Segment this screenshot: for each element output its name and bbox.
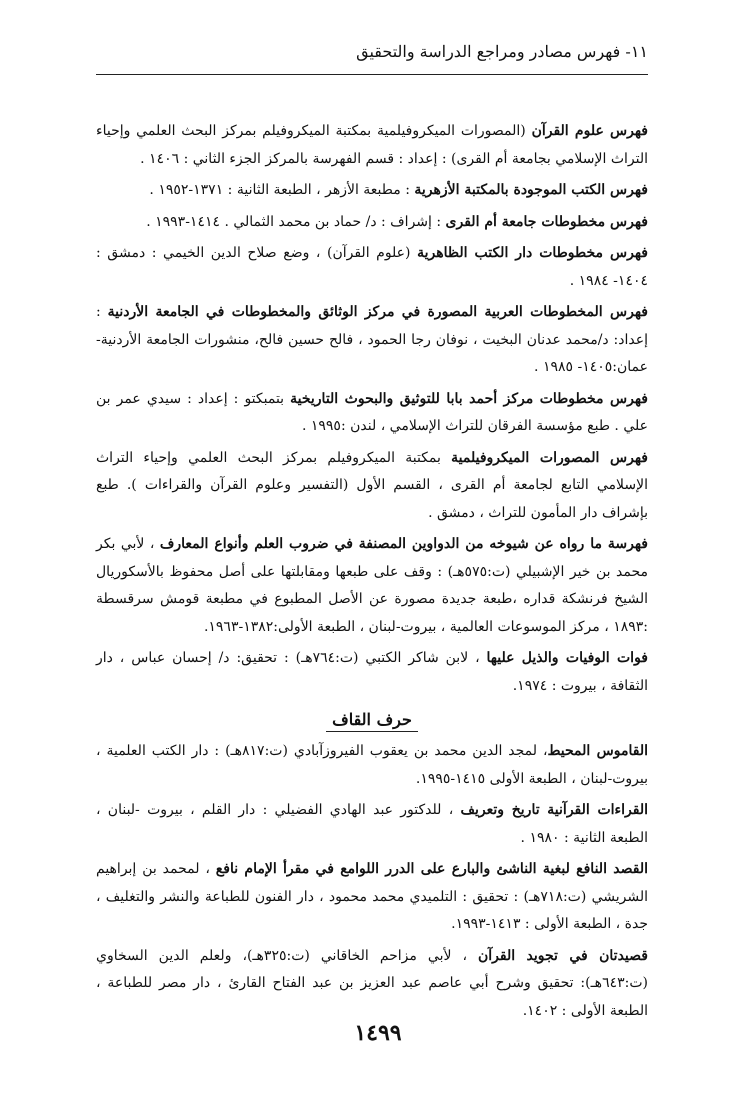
entry-details: (علوم القرآن) ، وضع صلاح الدين الخيمي : دمشق : ١٤٠٤- ١٩٨٤ . xyxy=(96,245,648,289)
entry-details: ، لأبي بكر محمد بن خير الإشبيلي (ت:٥٧٥هـ) : وقف على طبعها ومقابلتها على أصل محفوظ بالأسكوريال الشيخ فرنشكة قداره ،طبعة جديدة مصورة عن الأصل المطبوع في مطبعة قومش سرقسطة :١٨٩٣ ، مركز الموسوعات العالمية ، بيروت-لبنان ، الطبعة الأولى:١٣٨٢-١٩٦٣. xyxy=(96,536,648,635)
entries-group-2 xyxy=(96,738,648,1025)
bibliography-entry xyxy=(96,118,648,173)
header-rule xyxy=(96,74,648,75)
entry-title: فهرس علوم القرآن xyxy=(531,123,648,139)
bibliography-entry xyxy=(96,177,648,205)
entry-details: (المصورات الميكروفيلمية بمكتبة الميكروفيلم بمركز البحث العلمي وإحياء التراث الإسلامي بجامعة أم القرى) : إعداد : قسم الفهرسة بالمركز الجزء الثاني : ١٤٠٦ . xyxy=(96,123,648,167)
bibliography-entry xyxy=(96,445,648,528)
bibliography-entry xyxy=(96,386,648,441)
entry-title: القراءات القرآنية تاريخ وتعريف xyxy=(460,802,648,818)
entry-details: ، لابن شاكر الكتبي (ت:٧٦٤هـ) : تحقيق: د/ إحسان عباس ، دار الثقافة ، بيروت : ١٩٧٤. xyxy=(96,650,648,694)
entry-title: فهرس المخطوطات العربية المصورة في مركز الوثائق والمخطوطات في الجامعة الأردنية xyxy=(107,304,648,320)
bibliography-entry xyxy=(96,797,648,852)
entry-title: فهرس الكتب الموجودة بالمكتبة الأزهرية xyxy=(414,182,648,198)
running-head: ١١- فهرس مصادر ومراجع الدراسة والتحقيق xyxy=(356,42,648,61)
entry-details: بتمبكتو : إعداد : سيدي عمر بن علي . طبع مؤسسة الفرقان للتراث الإسلامي ، لندن :١٩٩٥ . xyxy=(96,390,648,434)
entry-title: فهرس المصورات الميكروفيلمية xyxy=(451,449,648,466)
bibliography-entry xyxy=(96,531,648,641)
entry-title: فهرس مخطوطات دار الكتب الظاهرية xyxy=(417,245,648,261)
entry-details: ، للدكتور عبد الهادي الفضيلي : دار القلم ، بيروت -لبنان ، الطبعة الثانية : ١٩٨٠ . xyxy=(96,802,648,846)
entry-details: : إعداد: د/محمد عدنان البخيت ، نوفان رجا الحمود ، فالح حسين فالح، منشورات الجامعة الأردنية-عمان:١٤٠٥- ١٩٨٥ . xyxy=(96,304,648,375)
bibliography-entry xyxy=(96,299,648,382)
entry-details: ، لمجد الدين محمد بن يعقوب الفيروزآبادي (ت:٨١٧هـ) : دار الكتب العلمية ، بيروت-لبنان ، الطبعة الأولى ١٤١٥-١٩٩٥. xyxy=(96,743,648,787)
bibliography-entry xyxy=(96,645,648,700)
entry-title: فهرس مخطوطات مركز أحمد بابا للتوثيق والبحوث التاريخية xyxy=(290,390,648,407)
entry-title: فهرسة ما رواه عن شيوخه من الدواوين المصنفة في ضروب العلم وأنواع المعارف xyxy=(159,536,648,552)
entry-title: قصيدتان في تجويد القرآن xyxy=(477,947,648,964)
entry-title: القاموس المحيط xyxy=(547,743,648,759)
entry-details: ، لمحمد بن إبراهيم الشريشي (ت:٧١٨هـ) : تحقيق : التلميدي محمد محمود ، دار الفنون للطباعة والنشر والتغليف ، جدة ، الطبعة الأولى : ١٤١٣-١٩٩٣. xyxy=(96,861,648,932)
page-number: ١٤٩٩ xyxy=(354,1020,402,1046)
bibliography-entry xyxy=(96,738,648,793)
entry-title: فهرس مخطوطات جامعة أم القرى xyxy=(445,213,648,230)
section-heading-text: حرف القاف xyxy=(326,710,418,732)
bibliography-entry xyxy=(96,240,648,295)
entry-title: القصد النافع لبغية الناشئ والبارع على الدرر اللوامع في مقرأ الإمام نافع xyxy=(215,861,648,877)
entry-details: : إشراف : د/ حماد بن محمد الثمالي . ١٤١٤-١٩٩٣ . xyxy=(146,213,446,230)
entry-details: : مطبعة الأزهر ، الطبعة الثانية : ١٣٧١-١٩٥٢ . xyxy=(149,182,415,198)
entry-details: بمكتبة الميكروفيلم بمركز البحث العلمي وإحياء التراث الإسلامي التابع لجامعة أم القرى ، القسم الأول (التفسير وعلوم القرآن والقراءات ). طبع بإشراف دار المأمون للتراث ، دمشق . xyxy=(96,449,648,521)
bibliography-body xyxy=(96,118,648,1029)
bibliography-entry xyxy=(96,943,648,1026)
bibliography-entry xyxy=(96,209,648,237)
entry-title: فوات الوفيات والذيل عليها xyxy=(486,650,648,666)
bibliography-entry xyxy=(96,856,648,939)
entry-details: ، لأبي مزاحم الخاقاني (ت:٣٢٥هـ)، ولعلم الدين السخاوي (ت:٦٤٣هـ): تحقيق وشرح أبي عاصم عبد العزيز بن عبد الفتاح القارئ ، دار مصر للطباعة ، الطبعة الأولى : ١٤٠٢. xyxy=(96,947,648,1019)
section-heading xyxy=(96,708,648,732)
entries-group-1 xyxy=(96,118,648,700)
